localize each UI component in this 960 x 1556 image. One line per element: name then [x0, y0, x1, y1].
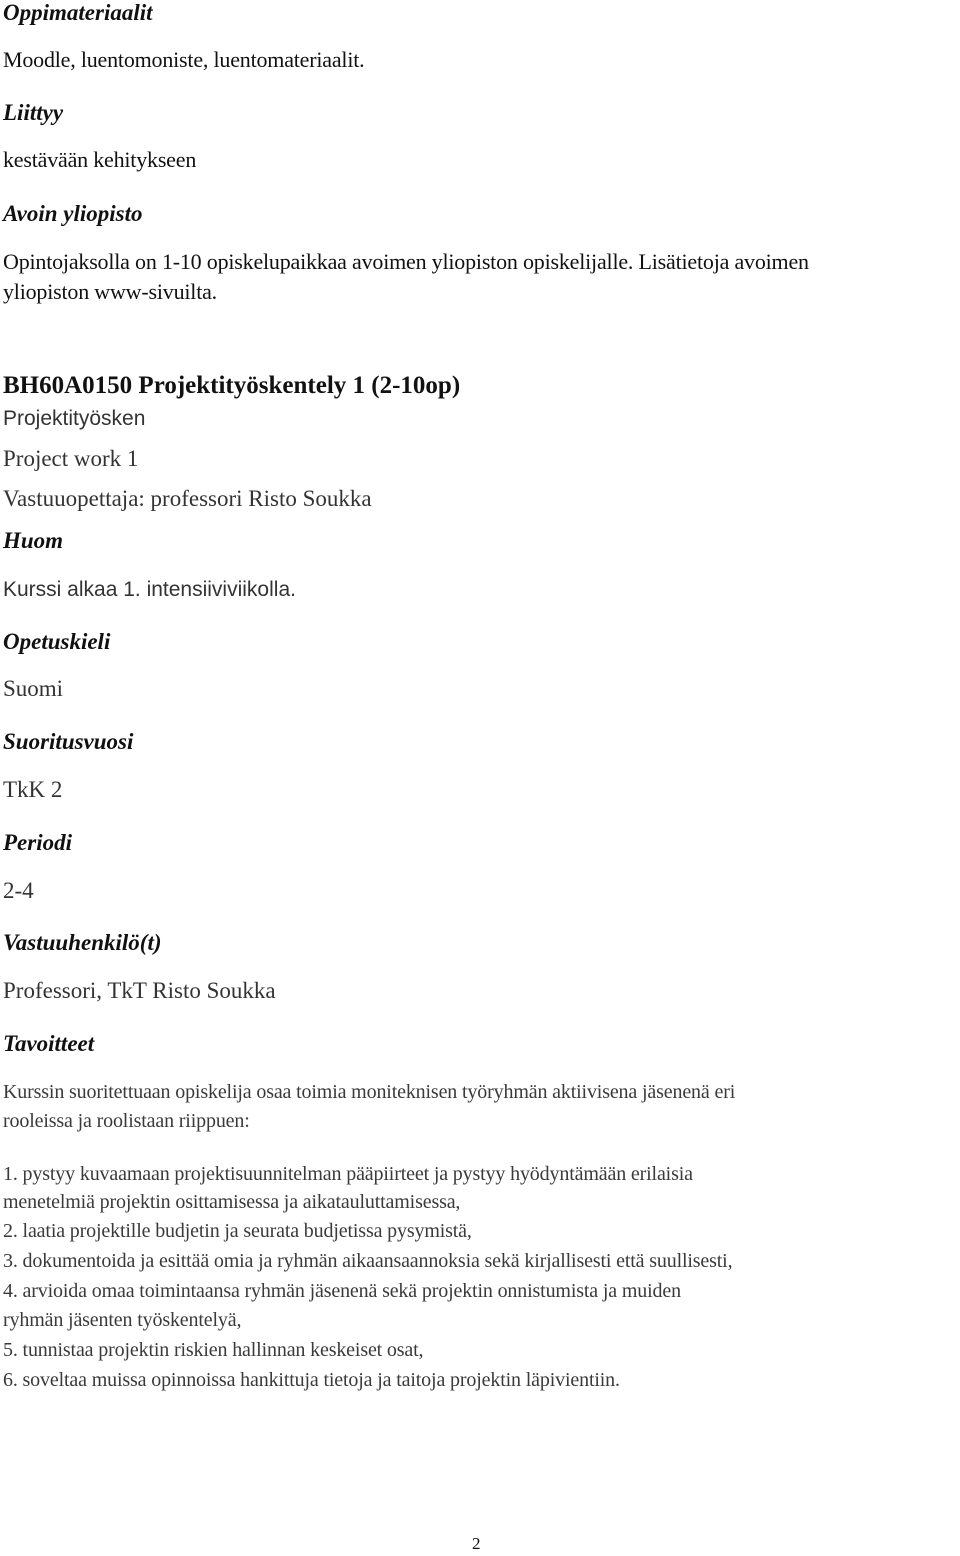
heading-related: Liittyy [3, 100, 64, 125]
year-text: TkK 2 [3, 777, 63, 802]
heading-note: Huom [3, 528, 64, 553]
objective-1-line-2: menetelmiä projektin osittamisessa ja aikatauluttamisessa, [3, 1191, 461, 1213]
heading-materials: Oppimateriaalit [3, 0, 153, 25]
course-title: BH60A0150 Projektityöskentely 1 (2-10op) [3, 372, 461, 399]
persons-text: Professori, TkT Risto Soukka [3, 978, 276, 1003]
objectives-intro-line-2: rooleissa ja roolistaan riippuen: [3, 1110, 250, 1132]
related-text: kestävään kehitykseen [3, 147, 197, 172]
objective-3: 3. dokumentoida ja esittää omia ja ryhmän aikaansaannoksia sekä kirjallisesti että suullisesti, [3, 1250, 733, 1272]
course-name-fi: Projektityösken [3, 407, 146, 430]
page-number: 2 [472, 1534, 481, 1553]
heading-language: Opetuskieli [3, 629, 111, 654]
objective-1-line-1: 1. pystyy kuvaamaan projektisuunnitelman pääpiirteet ja pystyy hyödyntämään erilaisia [3, 1163, 693, 1185]
responsible-teacher: Vastuuopettaja: professori Risto Soukka [3, 486, 372, 511]
objective-5: 5. tunnistaa projektin riskien hallinnan keskeiset osat, [3, 1339, 424, 1361]
objectives-intro-line-1: Kurssin suoritettuaan opiskelija osaa toimia moniteknisen työryhmän aktiivisena jäsenenä eri [3, 1081, 736, 1103]
note-text: Kurssi alkaa 1. intensiiviviikolla. [3, 578, 296, 601]
heading-objectives: Tavoitteet [3, 1031, 95, 1056]
open-university-line-1: Opintojaksolla on 1-10 opiskelupaikkaa avoimen yliopiston opiskelijalle. Lisätietoja avoimen [3, 249, 809, 274]
objective-2: 2. laatia projektille budjetin ja seurata budjetissa pysymistä, [3, 1220, 472, 1242]
language-text: Suomi [3, 676, 64, 701]
materials-text: Moodle, luentomoniste, luentomateriaalit. [3, 47, 365, 72]
heading-period: Periodi [3, 830, 72, 855]
heading-year: Suoritusvuosi [3, 729, 134, 754]
course-name-en: Project work 1 [3, 446, 139, 471]
heading-persons: Vastuuhenkilö(t) [3, 930, 162, 955]
open-university-line-2: yliopiston www-sivuilta. [3, 279, 217, 304]
objective-6: 6. soveltaa muissa opinnoissa hankittuja tietoja ja taitoja projektin läpivientiin. [3, 1369, 620, 1391]
objective-4-line-2: ryhmän jäsenten työskentelyä, [3, 1309, 242, 1331]
objective-4-line-1: 4. arvioida omaa toimintaansa ryhmän jäsenenä sekä projektin onnistumista ja muiden [3, 1280, 681, 1302]
period-text: 2-4 [3, 878, 34, 903]
heading-open-university: Avoin yliopisto [3, 201, 143, 226]
